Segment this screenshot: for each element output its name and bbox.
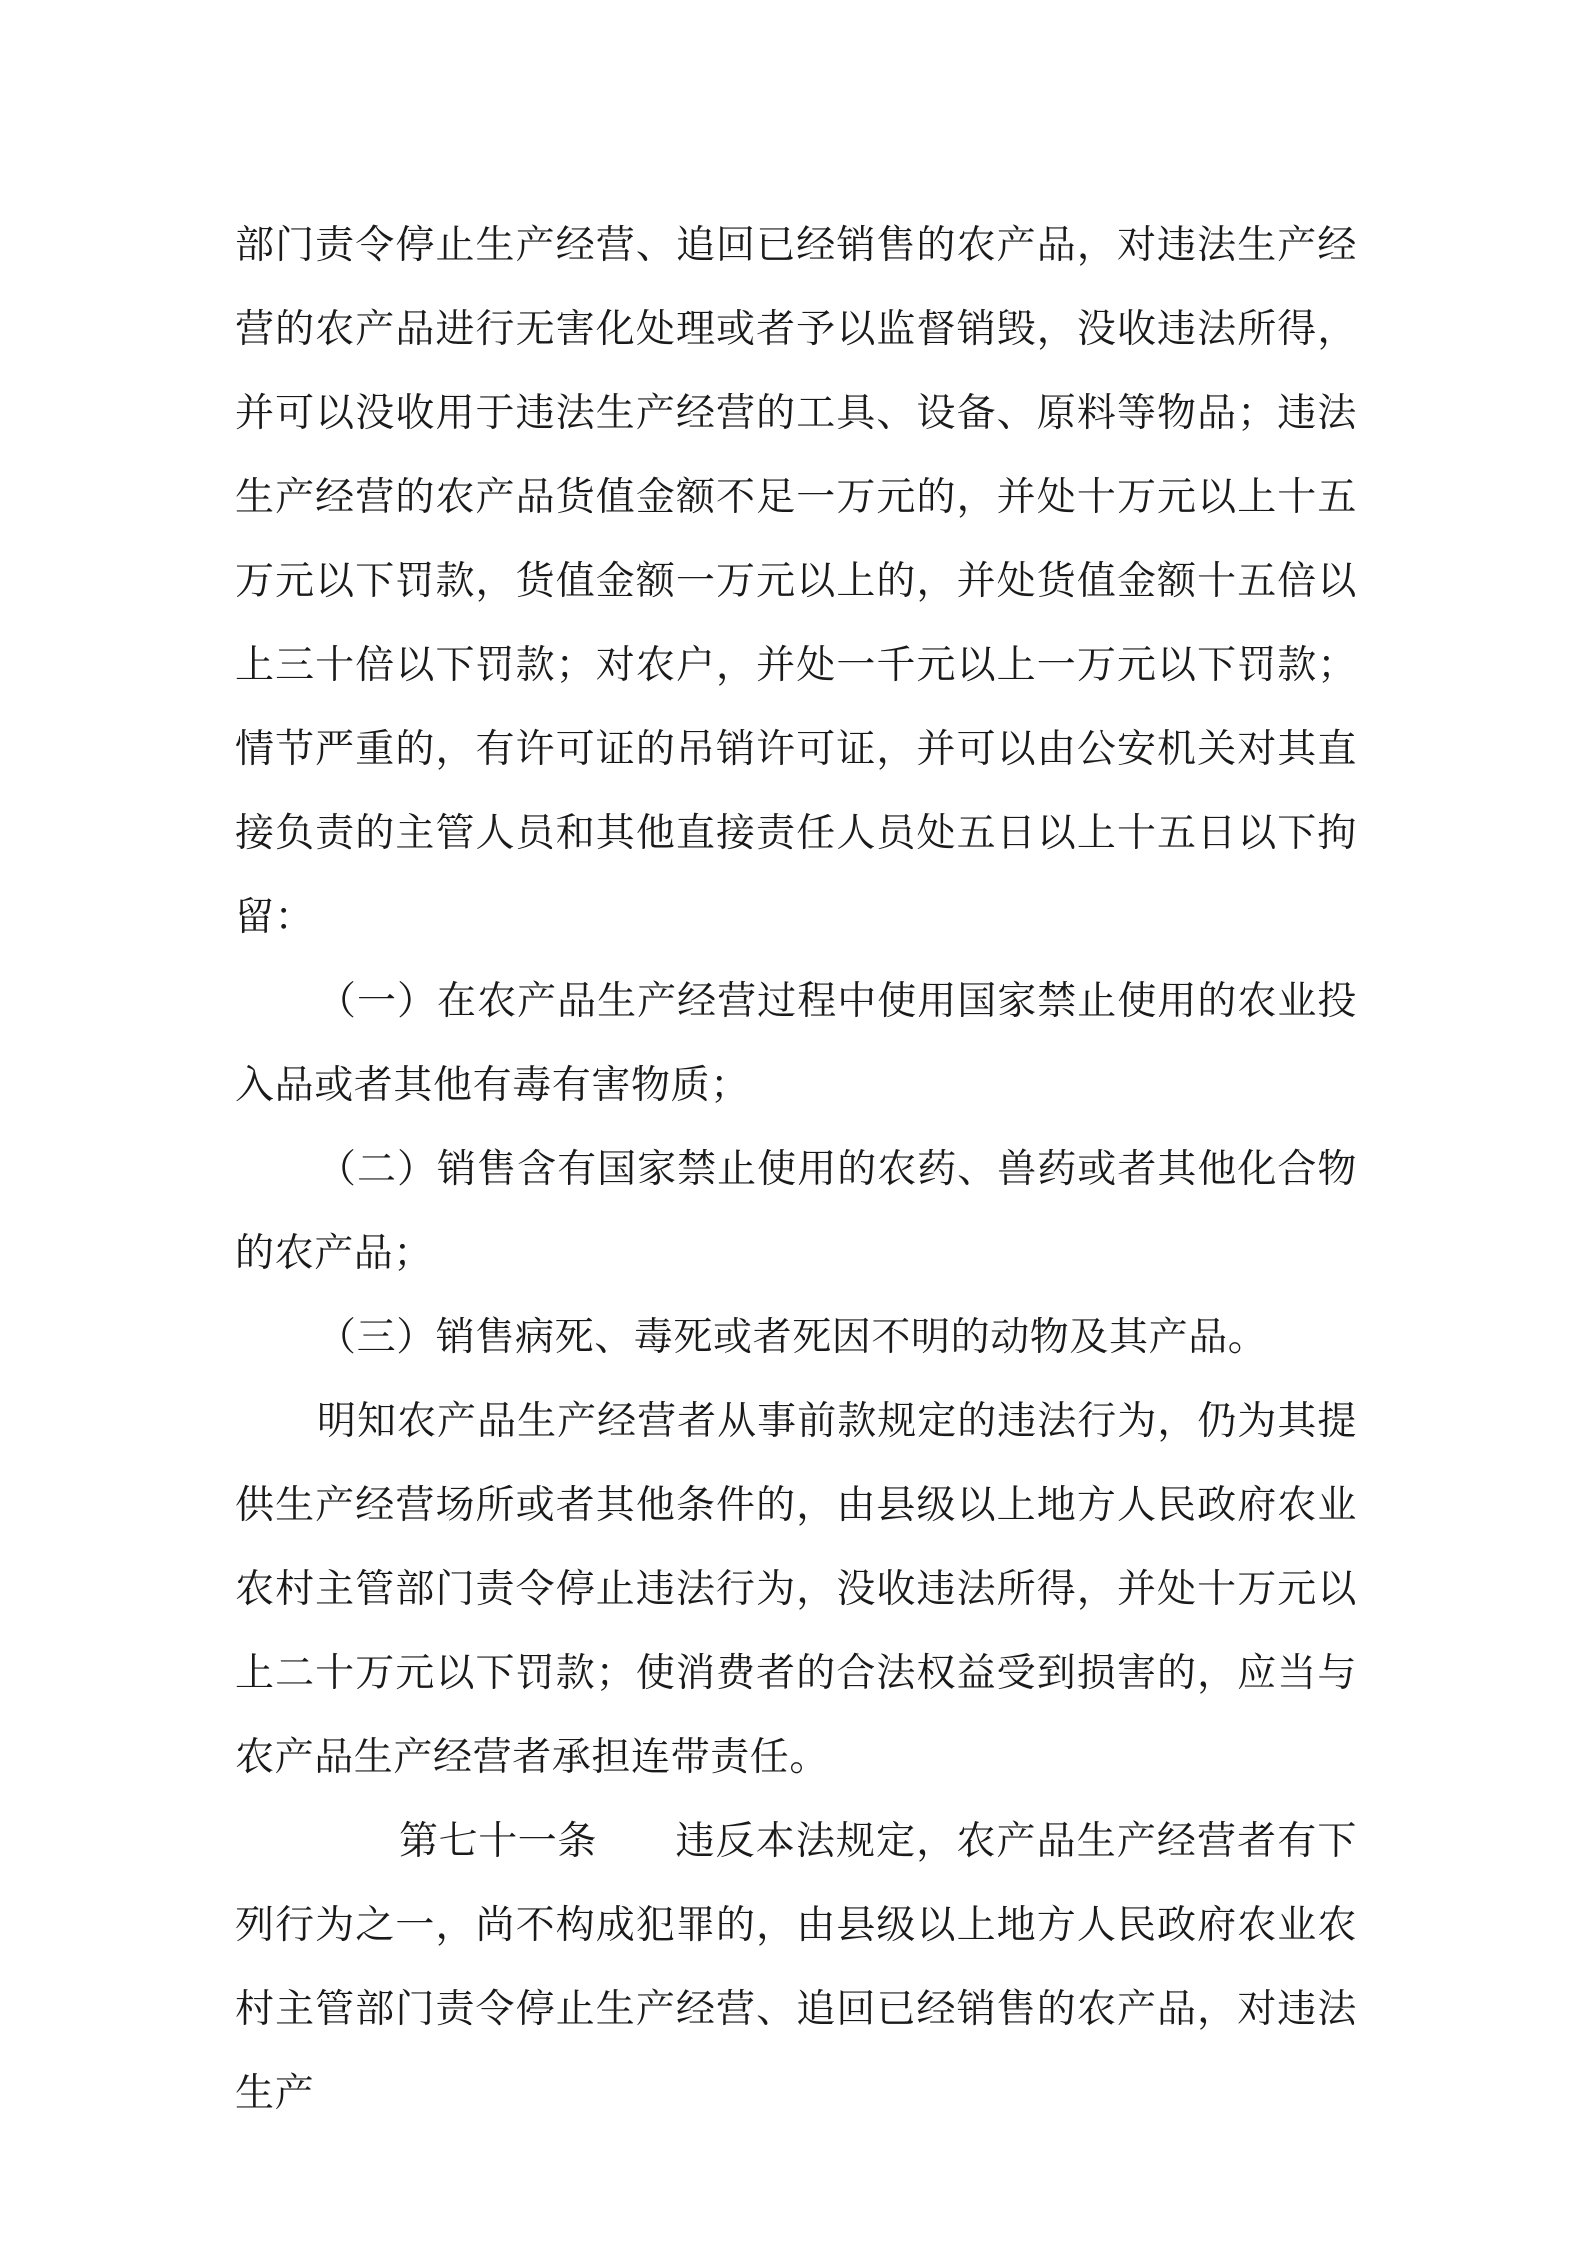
document-page (235, 204, 1357, 2136)
article-71 (235, 1800, 1357, 2136)
article-number: 第七十一条 (399, 1819, 598, 1864)
article-text: 违反本法规定，农产品生产经营者有下列行为之一，尚不构成犯罪的，由县级以上地方人民政府农业农村主管部门责令停止生产经营、追回已经销售的农产品，对违法生产 (235, 1819, 1357, 2116)
list-item-3: （三）销售病死、毒死或者死因不明的动物及其产品。 (317, 1315, 1268, 1360)
list-item-2: （二）销售含有国家禁止使用的农药、兽药或者其他化合物的农产品； (235, 1147, 1357, 1276)
paragraph-continued: 部门责令停止生产经营、追回已经销售的农产品，对违法生产经营的农产品进行无害化处理或者予以监督销毁，没收违法所得，并可以没收用于违法生产经营的工具、设备、原料等物品；违法生产经营的农产品货值金额不足一万元的，并处十万元以上十五万元以下罚款，货值金额一万元以上的，并处货值金额十五倍以上三十倍以下罚款；对农户，并处一千元以上一万元以下罚款；情节严重的，有许可证的吊销许可证，并可以由公安机关对其直接负责的主管人员和其他直接责任人员处五日以上十五日以下拘留： (235, 223, 1357, 940)
list-item-1: （一）在农产品生产经营过程中使用国家禁止使用的农业投入品或者其他有毒有害物质； (235, 979, 1357, 1108)
paragraph-joint-liability: 明知农产品生产经营者从事前款规定的违法行为，仍为其提供生产经营场所或者其他条件的，由县级以上地方人民政府农业农村主管部门责令停止违法行为，没收违法所得，并处十万元以上二十万元以下罚款；使消费者的合法权益受到损害的，应当与农产品生产经营者承担连带责任。 (235, 1399, 1357, 1780)
